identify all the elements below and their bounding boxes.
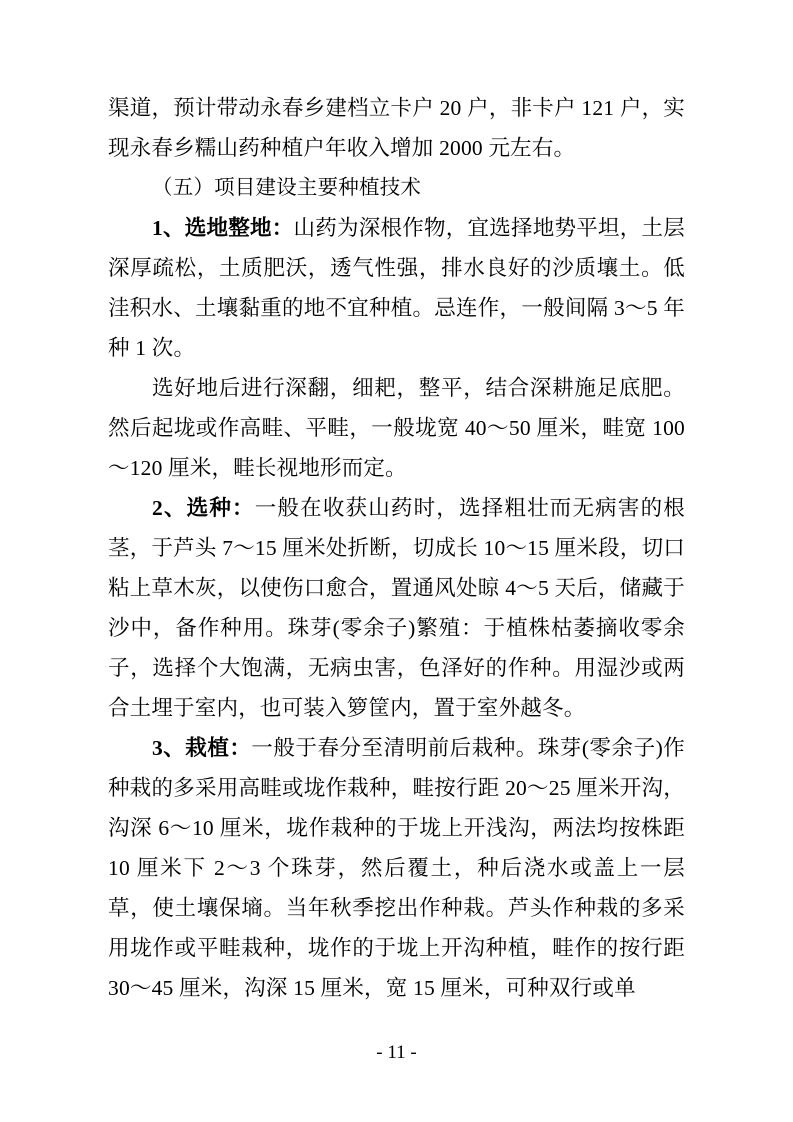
text-site-selection: 山药为深根作物，宜选择地势平坦，土层深厚疏松，土质肥沃，透气性强，排水良好的沙质壤土。低洼积水、土壤黏重的地不宜种植。忌连作，一般间隔 3～5 年种 1 次。 (108, 216, 685, 360)
label-planting: 3、栽植： (152, 736, 252, 760)
label-seed-selection: 2、选种： (152, 496, 255, 520)
paragraph-section-heading: （五）项目建设主要种植技术 (152, 177, 422, 199)
paragraph-intro: 渠道，预计带动永春乡建档立卡户 20 户，非卡户 121 户，实现永春乡糯山药种植户年收入增加 2000 元左右。 (108, 96, 685, 160)
page-content (108, 88, 685, 1008)
label-site-selection: 1、选地整地： (152, 216, 294, 240)
paragraph-seed-selection (108, 488, 685, 728)
paragraph-site-selection (108, 208, 685, 368)
paragraph-planting (108, 728, 685, 1008)
page-number: - 11 - (376, 1042, 417, 1063)
text-seed-selection: 一般在收获山药时，选择粗壮而无病害的根茎，于芦头 7～15 厘米处折断，切成长 10～15 厘米段，切口粘上草木灰，以使伤口愈合，置通风处晾 4～5 天后，储藏于沙中，备作种用。珠芽(零余子)繁殖：于植株枯萎摘收零余子，选择个大饱满，无病虫害，色泽好的作种。用湿沙或两合土埋于室内，也可装入箩筐内，置于室外越冬。 (108, 496, 685, 720)
text-planting: 一般于春分至清明前后栽种。珠芽(零余子)作种栽的多采用高畦或垅作栽种，畦按行距 20～25 厘米开沟，沟深 6～10 厘米，垅作栽种的于垅上开浅沟，两法均按株距 10 厘米下 2～3 个珠芽，然后覆土，种后浇水或盖上一层草，使土壤保墒。当年秋季挖出作种栽。芦头作种栽的多采用垅作或平畦栽种，垅作的于垅上开沟种植，畦作的按行距 30～45 厘米，沟深 15 厘米，宽 15 厘米，可种双行或单 (108, 736, 685, 1000)
paragraph-soil-prep: 选好地后进行深翻，细耙，整平，结合深耕施足底肥。然后起垅或作高畦、平畦，一般垅宽 40～50 厘米，畦宽 100～120 厘米，畦长视地形而定。 (108, 376, 685, 480)
